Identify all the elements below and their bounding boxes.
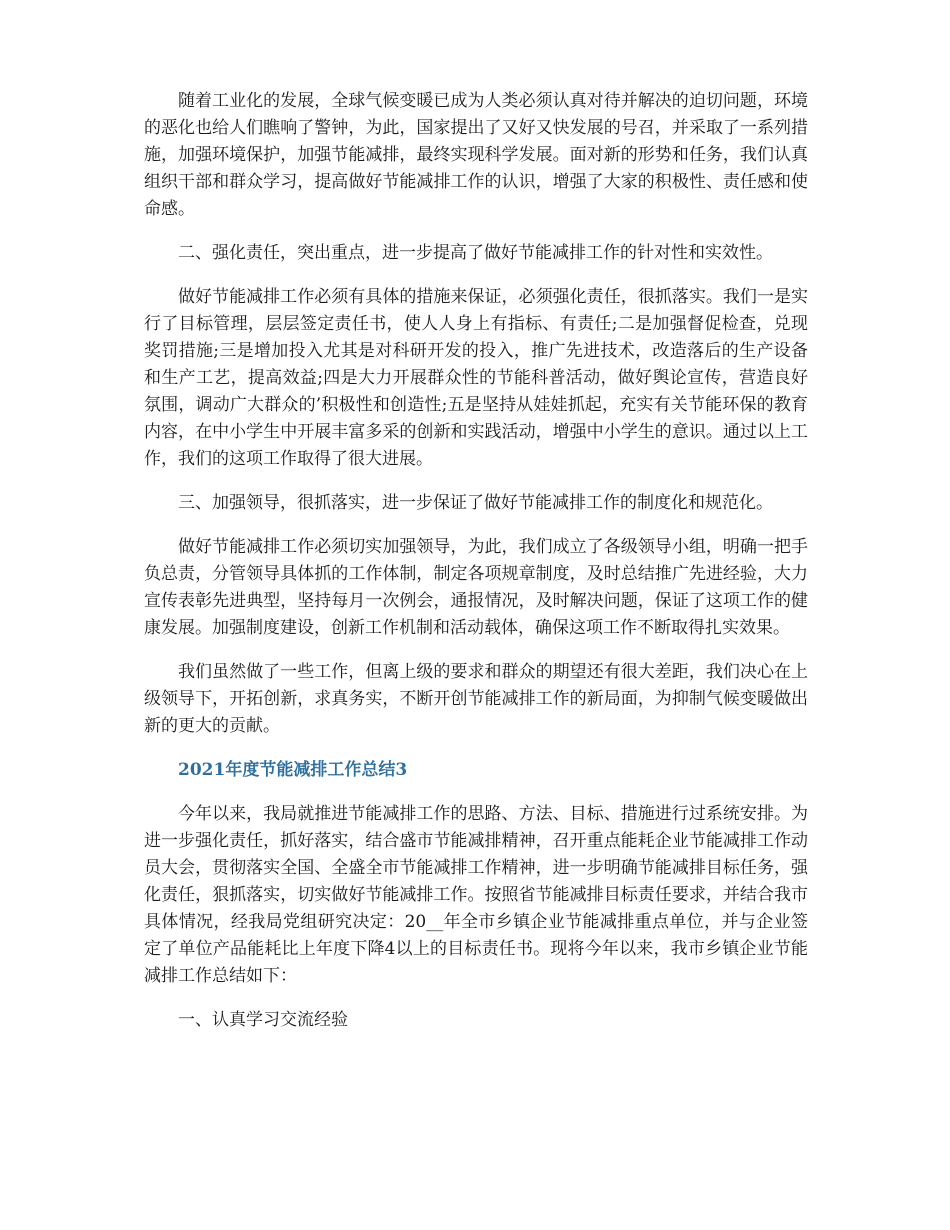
paragraph-conclusion: 我们虽然做了一些工作，但离上级的要求和群众的期望还有很大差距，我们决心在上级领导下，开拓创新，求真务实，不断开创节能减排工作的新局面，为抑制气候变暖做出新的更大的贡献。 [144,662,808,736]
paragraph-leadership: 做好节能减排工作必须切实加强领导，为此，我们成立了各级领导小组，明确一把手负总责，分管领导具体抓的工作体制，制定各项规章制度，及时总结推广先进经验，大力宣传表彰先进典型，坚持每月一次例会，通报情况，及时解决问题，保证了这项工作的健康发展。加强制度建设，创新工作机制和活动载体，确保这项工作不断取得扎实效果。 [144,537,808,638]
paragraph-summary-intro: 今年以来，我局就推进节能减排工作的思路、方法、目标、措施进行过系统安排。为进一步强化责任，抓好落实，结合盛市节能减排精神，召开重点能耗企业节能减排工作动员大会，贯彻落实全国、全盛全市节能减排工作精神，进一步明确节能减排目标任务，强化责任，狠抓落实，切实做好节能减排工作。按照省节能减排目标责任要求，并结合我市具体情况，经我局党组研究决定：20__年全市乡镇企业节能减排重点单位，并与企业签定了单位产品能耗比上年度下降4以上的目标责任书。现将今年以来，我市乡镇企业节能减排工作总结如下： [144,804,808,986]
paragraph-intro: 随着工业化的发展，全球气候变暖已成为人类必须认真对待并解决的迫切问题，环境的恶化也给人们瞧响了警钟，为此，国家提出了又好又快发展的号召，并采取了一系列措施，加强环境保护，加强节能减排，最终实现科学发展。面对新的形势和任务，我们认真组织干部和群众学习，提高做好节能减排工作的认识，增强了大家的积极性、责任感和使命感。 [144,91,808,219]
paragraph-measures: 做好节能减排工作必须有具体的措施来保证，必须强化责任，很抓落实。我们一是实行了目标管理，层层签定责任书，使人人身上有指标、有责任;二是加强督促检查，兑现奖罚措施;三是增加投入尤其是对科研开发的投入，推广先进技术，改造落后的生产设备和生产工艺，提高效益;四是大力开展群众性的节能科普活动，做好舆论宣传，营造良好氛围，调动广大群众的’积极性和创造性;五是坚持从娃娃抓起，充实有关节能环保的教育内容，在中小学生中开展丰富多采的创新和实践活动，增强中小学生的意识。通过以上工作，我们的这项工作取得了很大进展。 [144,287,808,469]
document-body [144,88,808,1051]
paragraph-section-two-title: 二、强化责任，突出重点，进一步提高了做好节能减排工作的针对性和实效性。 [178,243,773,263]
paragraph-subsection-one-title: 一、认真学习交流经验 [178,1010,348,1030]
paragraph-section-three-title: 三、加强领导，很抓落实，进一步保证了做好节能减排工作的制度化和规范化。 [178,493,773,513]
section-heading: 2021年度节能减排工作总结3 [178,760,408,780]
